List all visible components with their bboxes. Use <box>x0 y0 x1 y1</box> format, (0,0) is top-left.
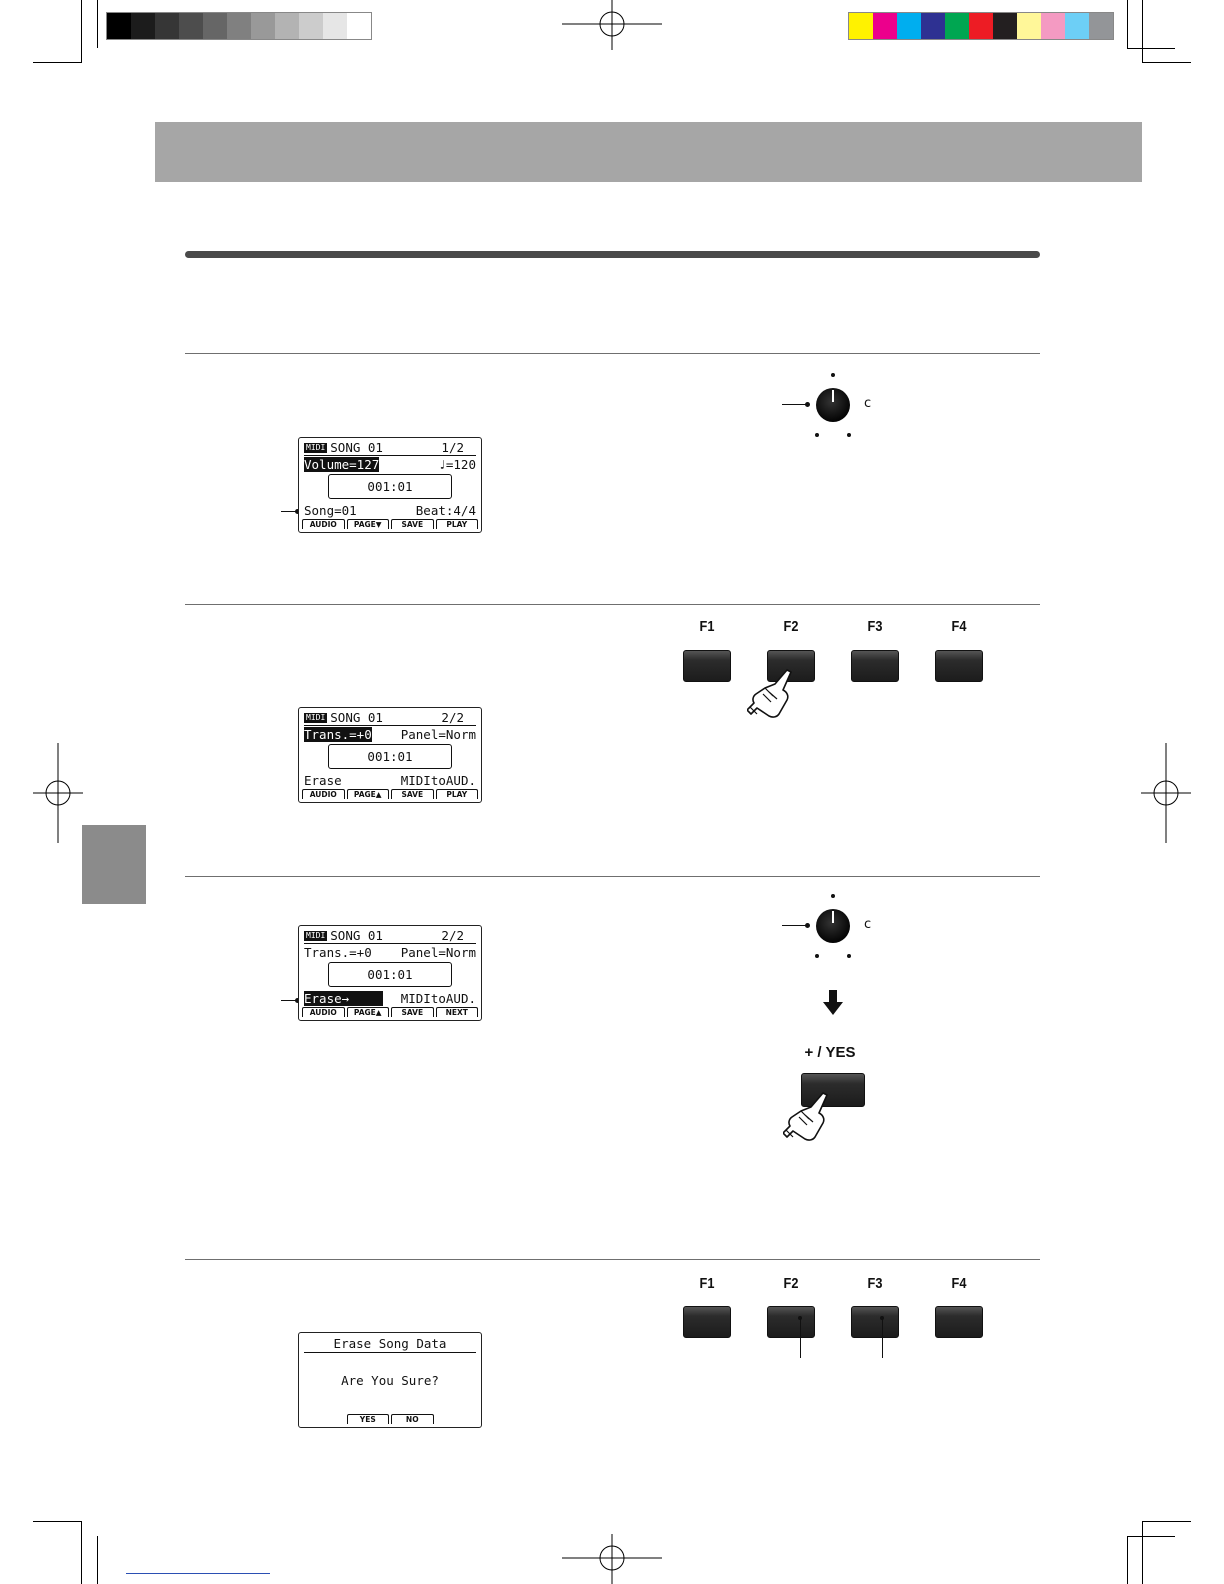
pointer-line <box>281 511 298 512</box>
lcd-screen-song-page2 <box>298 707 482 803</box>
f2-button[interactable] <box>767 1306 815 1338</box>
erase-option-selected: Erase→ <box>304 991 383 1006</box>
confirm-title: Erase Song Data <box>304 1335 476 1353</box>
knob-marker-dot <box>847 433 851 437</box>
midi-to-audio-option: MIDItoAUD. <box>400 773 476 788</box>
midi-badge: MIDI <box>306 713 326 722</box>
panel-value: Panel=Norm <box>400 945 476 960</box>
volume-value: Volume=127 <box>304 457 380 472</box>
crop-mark <box>97 0 98 48</box>
gray-swatch <box>203 13 227 39</box>
song-title: SONG 01 <box>330 710 383 725</box>
page-indicator: 2/2 <box>441 710 464 725</box>
f1-button[interactable] <box>683 650 731 682</box>
tab-audio: AUDIO <box>302 1007 345 1017</box>
f4-label: F4 <box>951 1275 967 1292</box>
callout-line <box>800 1318 801 1358</box>
midi-badge: MIDI <box>306 443 326 452</box>
step-divider <box>185 353 1040 354</box>
color-swatch <box>1089 13 1113 39</box>
pointer-line <box>281 1000 298 1001</box>
f4-button[interactable] <box>935 1306 983 1338</box>
f4-button[interactable] <box>935 650 983 682</box>
registration-target-icon <box>562 0 662 50</box>
gray-swatch <box>227 13 251 39</box>
color-swatch <box>993 13 1017 39</box>
tab-play: PLAY <box>436 789 479 799</box>
color-swatch <box>1017 13 1041 39</box>
tab-yes: YES <box>347 1414 390 1424</box>
knob-marker-dot <box>831 373 835 377</box>
registration-target-icon <box>33 743 83 843</box>
color-swatch <box>897 13 921 39</box>
gray-swatch <box>155 13 179 39</box>
f3-button[interactable] <box>851 650 899 682</box>
step-divider <box>185 876 1040 877</box>
crop-mark <box>1127 48 1175 49</box>
f1-label: F1 <box>699 618 715 635</box>
arrow-down-icon <box>823 990 843 1016</box>
midi-to-audio-option: MIDItoAUD. <box>400 991 476 1006</box>
step-divider <box>185 1259 1040 1260</box>
registration-target-icon <box>1141 743 1191 843</box>
gray-swatch <box>275 13 299 39</box>
f3-button[interactable] <box>851 1306 899 1338</box>
crop-mark <box>97 1536 98 1584</box>
pressing-hand-icon <box>747 668 797 722</box>
tab-page-up: PAGE▲ <box>347 1007 390 1017</box>
crop-mark <box>1142 0 1143 63</box>
gray-swatch <box>299 13 323 39</box>
crop-mark <box>81 0 82 63</box>
confirm-message: Are You Sure? <box>341 1373 439 1388</box>
crop-mark <box>1127 1536 1128 1584</box>
callout-dot <box>880 1316 884 1320</box>
gray-swatch <box>251 13 275 39</box>
tab-save: SAVE <box>391 789 434 799</box>
color-scale-bar <box>848 12 1114 40</box>
tab-save: SAVE <box>391 519 434 529</box>
gray-scale-bar <box>106 12 372 40</box>
transpose-value: Trans.=+0 <box>304 945 372 960</box>
gray-swatch <box>323 13 347 39</box>
color-swatch <box>969 13 993 39</box>
f3-label: F3 <box>867 618 883 635</box>
f2-label: F2 <box>783 1275 799 1292</box>
tab-play: PLAY <box>436 519 479 529</box>
pointer-line <box>782 404 808 405</box>
crop-mark <box>1142 1521 1191 1522</box>
f1-button[interactable] <box>683 1306 731 1338</box>
tab-no: NO <box>391 1414 434 1424</box>
song-title: SONG 01 <box>330 440 383 455</box>
color-swatch <box>873 13 897 39</box>
crop-mark <box>33 1521 82 1522</box>
tab-page-down: PAGE▼ <box>347 519 390 529</box>
tempo-value: ♩=120 <box>438 457 476 472</box>
value-dial-knob-icon[interactable] <box>816 909 850 943</box>
step-divider <box>185 604 1040 605</box>
transpose-value: Trans.=+0 <box>304 727 372 742</box>
function-tab-row <box>302 1414 478 1424</box>
panel-value: Panel=Norm <box>400 727 476 742</box>
header-band <box>155 122 1142 182</box>
f1-label: F1 <box>699 1275 715 1292</box>
tab-next: NEXT <box>436 1007 479 1017</box>
lcd-screen-erase-confirm <box>298 1332 482 1428</box>
crop-mark <box>1127 0 1128 48</box>
knob-marker-dot <box>831 894 835 898</box>
knob-label: c <box>864 396 872 411</box>
value-dial-knob-icon[interactable] <box>816 388 850 422</box>
gray-swatch <box>107 13 131 39</box>
lcd-screen-song-page1 <box>298 437 482 533</box>
color-swatch <box>945 13 969 39</box>
tab-audio: AUDIO <box>302 789 345 799</box>
gray-swatch <box>347 13 371 39</box>
color-swatch <box>1065 13 1089 39</box>
tab-empty <box>302 1414 345 1424</box>
crop-mark <box>81 1521 82 1584</box>
beat-value: Beat:4/4 <box>415 503 476 518</box>
pressing-hand-icon <box>783 1091 833 1145</box>
f4-label: F4 <box>951 618 967 635</box>
color-swatch <box>921 13 945 39</box>
section-rule <box>185 251 1040 258</box>
function-tab-row <box>302 789 478 799</box>
f2-label: F2 <box>783 618 799 635</box>
crop-mark <box>1142 62 1191 63</box>
song-position: 001:01 <box>328 744 452 769</box>
registration-target-icon <box>562 1534 662 1584</box>
color-swatch <box>1041 13 1065 39</box>
erase-option: Erase <box>304 773 342 788</box>
function-tab-row <box>302 519 478 529</box>
plus-yes-label: + / YES <box>804 1044 856 1061</box>
midi-badge: MIDI <box>306 931 326 940</box>
page-indicator: 2/2 <box>441 928 464 943</box>
song-position: 001:01 <box>328 962 452 987</box>
f3-label: F3 <box>867 1275 883 1292</box>
tab-empty <box>436 1414 479 1424</box>
lcd-screen-erase-selected <box>298 925 482 1021</box>
gray-swatch <box>179 13 203 39</box>
song-position: 001:01 <box>328 474 452 499</box>
crop-mark <box>1127 1536 1175 1537</box>
knob-label: c <box>864 917 872 932</box>
knob-marker-dot <box>847 954 851 958</box>
crop-mark <box>33 62 82 63</box>
function-tab-row <box>302 1007 478 1017</box>
footer-link-underline <box>126 1573 270 1574</box>
tab-page-up: PAGE▲ <box>347 789 390 799</box>
color-swatch <box>849 13 873 39</box>
gray-swatch <box>131 13 155 39</box>
song-title: SONG 01 <box>330 928 383 943</box>
song-number: Song=01 <box>304 503 357 518</box>
pointer-line <box>782 925 808 926</box>
tab-save: SAVE <box>391 1007 434 1017</box>
callout-dot <box>798 1316 802 1320</box>
page-indicator: 1/2 <box>441 440 464 455</box>
crop-mark <box>1142 1521 1143 1584</box>
knob-marker-dot <box>815 954 819 958</box>
tab-audio: AUDIO <box>302 519 345 529</box>
callout-line <box>882 1318 883 1358</box>
knob-marker-dot <box>815 433 819 437</box>
chapter-side-tab <box>82 825 146 904</box>
